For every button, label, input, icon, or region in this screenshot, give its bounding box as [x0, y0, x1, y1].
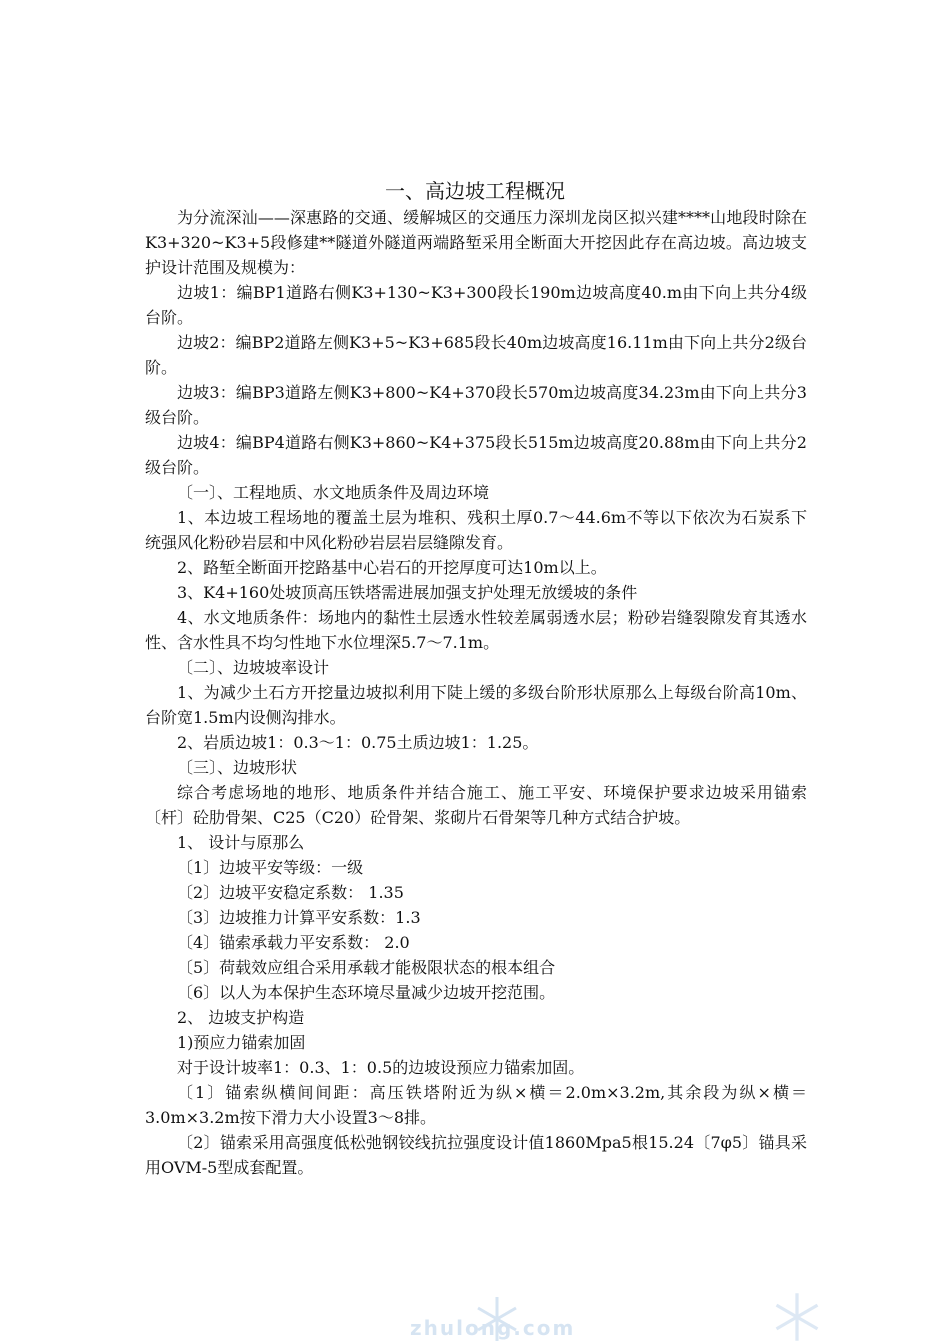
snowflake-icon [770, 1290, 824, 1344]
list-item: 〔5〕荷载效应组合采用承载才能极限状态的根本组合 [177, 958, 556, 977]
body-text [145, 205, 807, 1180]
paragraph: 1、本边坡工程场地的覆盖土层为堆积、残积土厚0.7～44.6m不等以下依次为石炭系下统强风化粉砂岩层和中风化粉砂岩层岩层缝隙发育。 [145, 508, 807, 552]
paragraph: 边坡2：编BP2道路左侧K3+5~K3+685段长40m边坡高度16.11m由下向上共分2级台阶。 [145, 333, 807, 377]
list-item: 〔2〕锚索采用高强度低松弛钢铰线抗拉强度设计值1860Mpa5根15.24〔7φ5〕锚具采用OVM-5型成套配置。 [145, 1133, 807, 1177]
paragraph: 边坡4：编BP4道路右侧K3+860~K4+375段长515m边坡高度20.88m由下向上共分2级台阶。 [145, 433, 807, 477]
list-item: 〔4〕锚索承载力平安系数： 2.0 [177, 933, 410, 952]
list-heading: 2、 边坡支护构造 [177, 1008, 305, 1027]
watermark-text: zhulong.com [410, 1316, 576, 1340]
list-item: 〔3〕边坡推力计算平安系数：1.3 [177, 908, 421, 927]
list-item: 〔2〕边坡平安稳定系数： 1.35 [177, 883, 404, 902]
list-item: 〔6〕以人为本保护生态环境尽量减少边坡开挖范围。 [177, 983, 556, 1002]
list-heading: 1、 设计与原那么 [177, 833, 305, 852]
paragraph: 2、路堑全断面开挖路基中心岩石的开挖厚度可达10m以上。 [177, 558, 607, 577]
list-item: 〔1〕边坡平安等级：一级 [177, 858, 364, 877]
paragraph: 为分流深汕——深惠路的交通、缓解城区的交通压力深圳龙岗区拟兴建****山地段时除在K3+320~K3+5段修建**隧道外隧道两端路堑采用全断面大开挖因此存在高边坡。高边坡支护设计范围及规模为： [145, 208, 807, 277]
list-item: 〔1〕锚索纵横间间距：高压铁塔附近为纵×横＝2.0m×3.2m,其余段为纵×横＝3.0m×3.2m按下滑力大小设置3～8排。 [145, 1083, 807, 1127]
paragraph: 4、水文地质条件：场地内的黏性土层透水性较差属弱透水层；粉砂岩缝裂隙发育其透水性、含水性具不均匀性地下水位埋深5.7～7.1m。 [145, 608, 807, 652]
watermark [380, 1294, 640, 1344]
paragraph: 边坡1：编BP1道路右侧K3+130~K3+300段长190m边坡高度40.m由下向上共分4级台阶。 [145, 283, 807, 327]
paragraph: 1、为减少土石方开挖量边坡拟利用下陡上缓的多级台阶形状原那么上每级台阶高10m、台阶宽1.5m内设侧沟排水。 [145, 683, 807, 727]
subsection-heading: 〔三〕、边坡形状 [177, 758, 298, 777]
subsection-heading: 〔一〕、工程地质、水文地质条件及周边环境 [177, 483, 490, 502]
paragraph: 对于设计坡率1：0.3、1：0.5的边坡设预应力锚索加固。 [177, 1058, 585, 1077]
list-heading: 1)预应力锚索加固 [177, 1033, 306, 1052]
paragraph: 边坡3：编BP3道路左侧K3+800~K4+370段长570m边坡高度34.23m由下向上共分3级台阶。 [145, 383, 807, 427]
paragraph: 3、K4+160处坡顶高压铁塔需进展加强支护处理无放缓坡的条件 [177, 583, 638, 602]
paragraph: 综合考虑场地的地形、地质条件并结合施工、施工平安、环境保护要求边坡采用锚索〔杆〕砼肋骨架、C25（C20）砼骨架、浆砌片石骨架等几种方式结合护坡。 [145, 783, 807, 827]
section-title: 一、高边坡工程概况 [385, 179, 565, 203]
subsection-heading: 〔二〕、边坡坡率设计 [177, 658, 330, 677]
paragraph: 2、岩质边坡1：0.3～1：0.75土质边坡1：1.25。 [177, 733, 539, 752]
